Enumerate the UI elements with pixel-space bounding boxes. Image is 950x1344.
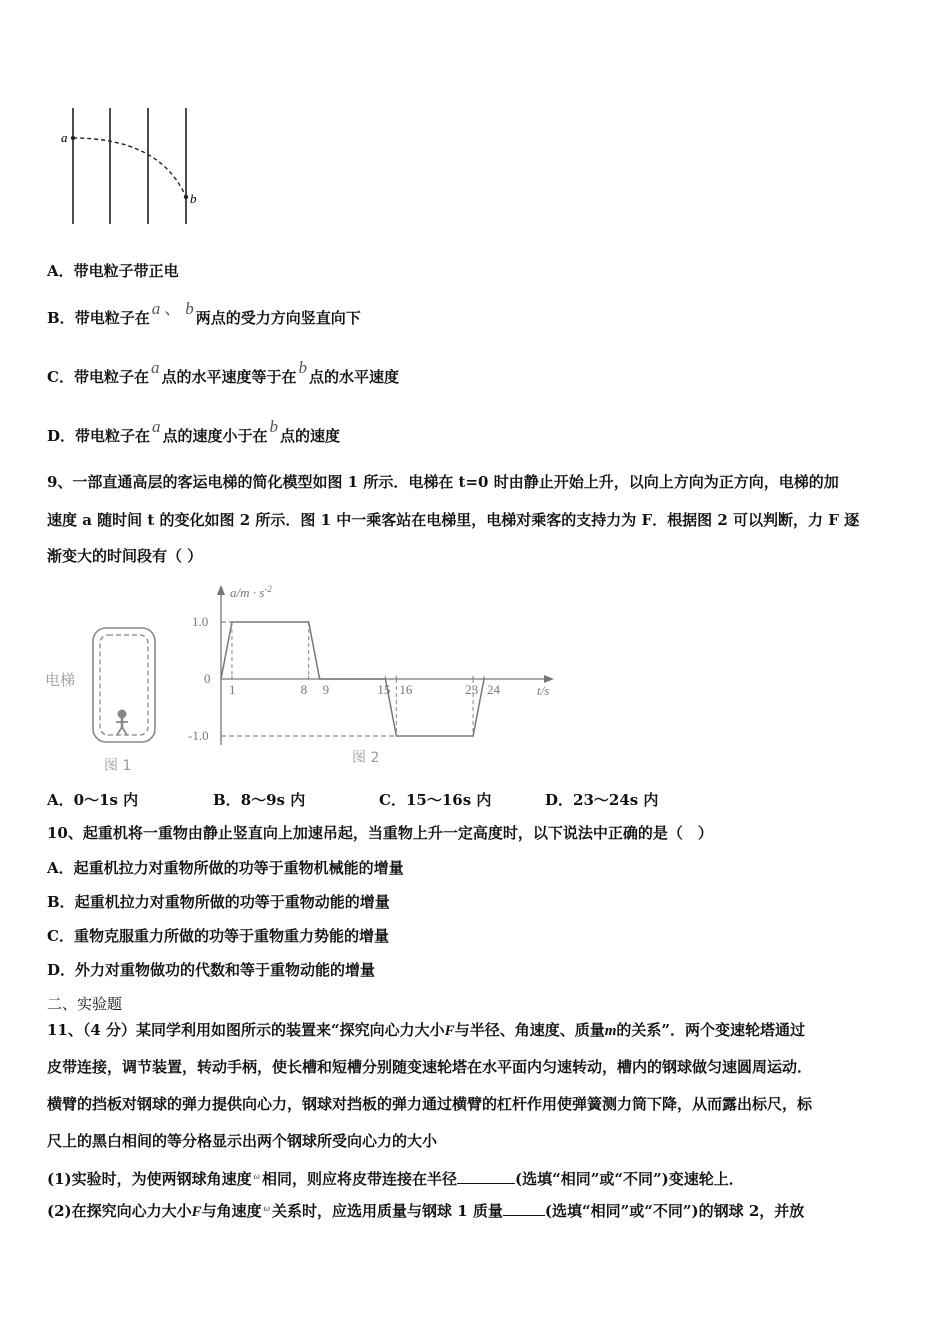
q9-option-b: B．8～9s 内 <box>213 791 306 809</box>
q9-stem-line: 9、一部直通高层的客运电梯的简化模型如图 1 所示．电梯在 t=0 时由静止开始上升，以向上方向为正方向，电梯的加 <box>47 473 839 491</box>
x-axis-label: t/s <box>537 683 550 698</box>
x-tick-label: 1 <box>228 682 236 697</box>
q11-sub1: (1)实验时，为使两钢球角速度 $^\omega$ 相同，则应将皮带连接在半径 (选填“相同”或“不同”)变速轮上． <box>47 1170 744 1188</box>
y-axis-arrow <box>217 585 225 595</box>
elevator-figure <box>40 620 180 780</box>
q9-options-row <box>47 790 711 810</box>
x-tick-label: 9 <box>322 682 330 697</box>
q8-option-b: B．带电粒子在 a 、 b 两点的受力方向竖直向下 <box>47 299 361 327</box>
trajectory-curve <box>73 138 186 197</box>
acceleration-time-chart <box>180 575 570 775</box>
elevator-label: 电梯 <box>45 671 76 689</box>
q10-stem: 10、起重机将一重物由静止竖直向上加速吊起，当重物上升一定高度时，以下说法中正确的是（ ） <box>47 824 713 842</box>
point-a <box>71 136 75 140</box>
q10-option-b: B．起重机拉力对重物所做的功等于重物动能的增量 <box>47 893 390 911</box>
q11-stem-line: 皮带连接，调节装置，转动手柄，使长槽和短槽分别随变速轮塔在水平面内匀速转动，槽内的钢球做匀速圆周运动． <box>47 1058 813 1076</box>
q9-stem-line: 渐变大的时间段有（ ） <box>47 547 203 565</box>
point-b <box>184 195 188 199</box>
q11-stem-line: 11、（4 分）某同学利用如图所示的装置来“探究向心力大小F与半径、角速度、质量m的关系”．两个变速轮塔通过 <box>47 1021 806 1039</box>
answer-blank[interactable] <box>503 1200 545 1216</box>
q11-sub2: (2)在探究向心力大小F与角速度 $^\omega$ 关系时，应选用质量与钢球 1 质量 (选填“相同”或“不同”)的钢球 2，并放 <box>47 1202 805 1220</box>
y-tick-label: 1.0 <box>192 614 209 629</box>
q8-option-a: A．带电粒子带正电 <box>47 262 179 280</box>
x-tick-label: 24 <box>487 682 501 697</box>
q10-option-a: A．起重机拉力对重物所做的功等于重物机械能的增量 <box>47 859 404 877</box>
elevator-cabin <box>93 628 155 742</box>
q8-option-c: C．带电粒子在 a 点的水平速度等于在 b 点的水平速度 <box>47 358 399 386</box>
q10-option-d: D．外力对重物做功的代数和等于重物动能的增量 <box>47 961 376 979</box>
x-axis-arrow <box>544 675 554 683</box>
q9-option-c: C．15～16s 内 <box>379 791 492 809</box>
x-tick-label: 8 <box>300 682 308 697</box>
fig2-caption: 图 2 <box>352 750 380 766</box>
q10-option-c: C．重物克服重力所做的功等于重物重力势能的增量 <box>47 927 389 945</box>
section-title: 二、实验题 <box>47 995 123 1013</box>
q9-stem-line: 速度 a 随时间 t 的变化如图 2 所示．图 1 中一乘客站在电梯里，电梯对乘客的支持力为 F．根据图 2 可以判断，力 F 逐 <box>47 511 860 529</box>
fig1-caption: 图 1 <box>104 758 132 774</box>
x-tick-label: 15 <box>377 682 391 697</box>
x-tick-label: 23 <box>465 682 479 697</box>
answer-blank[interactable] <box>457 1168 515 1184</box>
y-axis-label: $a/m \cdot s^{-2}$ <box>230 584 272 600</box>
q8-option-d: D．带电粒子在 a 点的速度小于在 b 点的速度 <box>47 417 341 445</box>
q11-stem-line: 横臂的挡板对钢球的弹力提供向心力，钢球对挡板的弹力通过横臂的杠杆作用使弹簧测力筒下降，从而露出标尺，标 <box>47 1095 813 1113</box>
label-b: b <box>190 191 197 206</box>
q9-option-d: D．23～24s 内 <box>545 791 659 809</box>
elevator-inner <box>100 635 148 735</box>
passenger-icon <box>116 710 128 735</box>
y-tick-label: -1.0 <box>188 728 209 743</box>
x-tick-label: 16 <box>399 682 413 697</box>
y-tick-label: 0 <box>204 671 211 686</box>
label-a: a <box>61 130 68 145</box>
q11-stem-line: 尺上的黑白相间的等分格显示出两个钢球所受向心力的大小 <box>47 1132 438 1150</box>
trajectory-figure <box>55 100 215 230</box>
q9-option-a: A．0～1s 内 <box>47 791 139 809</box>
